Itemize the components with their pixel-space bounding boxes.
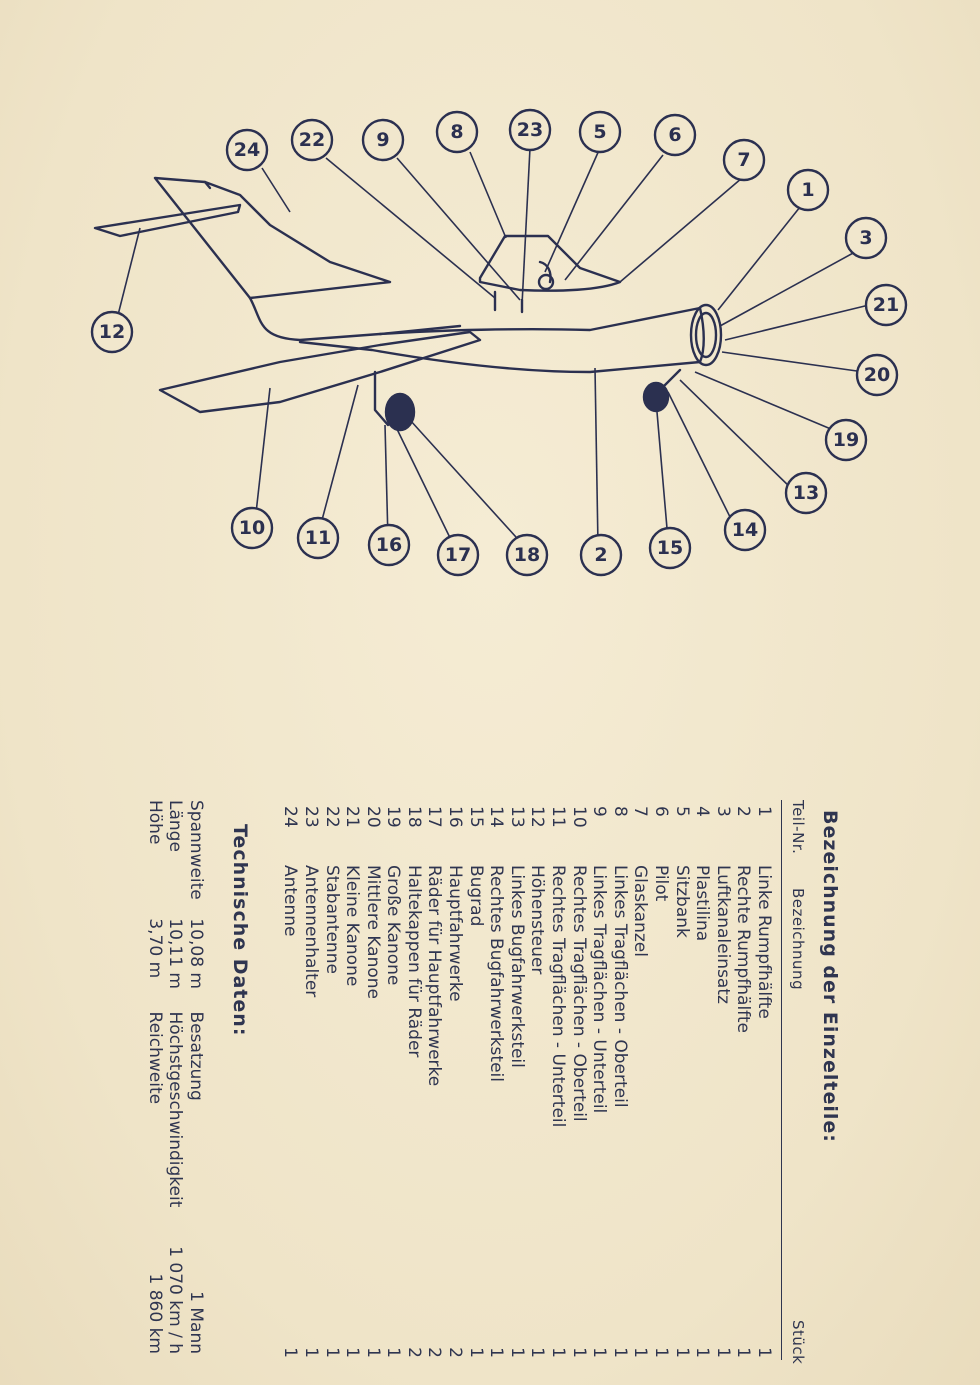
tech-row	[165, 800, 186, 1358]
callout-label: 14	[731, 519, 759, 541]
tech-value: 10,11 m	[165, 918, 186, 989]
part-number: 23	[300, 806, 321, 828]
parts-row	[712, 806, 733, 1358]
part-name: Pilot	[651, 864, 672, 902]
tech-value-2: 1 070 km / h	[165, 1246, 186, 1354]
part-quantity: 1	[506, 1347, 527, 1358]
part-number: 21	[342, 806, 363, 828]
part-name: Räder für Hauptfahrwerke	[424, 864, 445, 1087]
callout-label: 12	[98, 321, 126, 343]
technical-data-table	[144, 800, 206, 1358]
nose-gear	[665, 370, 680, 385]
part-number: 16	[445, 806, 466, 828]
part-number: 2	[733, 806, 754, 817]
tech-value-2: 1 Mann	[186, 1291, 206, 1354]
callout-label: 22	[298, 129, 326, 151]
col-header-qty: Stück	[789, 1320, 807, 1365]
parts-row	[692, 806, 713, 1358]
callout-label: 16	[375, 534, 403, 556]
technical-data-title: Technische Daten:	[229, 824, 251, 1037]
part-quantity: 1	[692, 1347, 713, 1358]
part-name: Sitzbank	[671, 864, 692, 938]
part-number: 24	[280, 806, 301, 828]
header-rule	[781, 800, 782, 1360]
callout-label: 6	[668, 124, 682, 146]
part-quantity: 2	[424, 1347, 445, 1358]
parts-list-title: Bezeichnung der Einzelteile:	[819, 810, 841, 1143]
part-quantity: 1	[651, 1347, 672, 1358]
part-name: Rechtes Tragflächen - Oberteil	[568, 864, 589, 1122]
callout-label: 21	[872, 294, 900, 316]
part-name: Stabantenne	[321, 864, 342, 974]
callout-label: 17	[444, 544, 472, 566]
parts-row	[486, 806, 507, 1358]
part-number: 3	[712, 806, 733, 817]
parts-row	[362, 806, 383, 1358]
tech-label-2: Höchstgeschwindigkeit	[165, 1011, 186, 1208]
part-name: Rechtes Tragflächen - Unterteil	[548, 864, 569, 1128]
callout-label: 5	[593, 121, 607, 143]
callout-label: 1	[801, 179, 815, 201]
tech-row	[185, 800, 206, 1358]
callout-label: 2	[594, 544, 608, 566]
tech-row	[144, 800, 165, 1358]
part-quantity: 1	[321, 1347, 342, 1358]
parts-sheet	[70, 800, 870, 1365]
parts-row	[424, 806, 445, 1358]
part-name: Luftkanaleinsatz	[712, 864, 733, 1004]
part-number: 9	[589, 806, 610, 817]
part-number: 19	[383, 806, 404, 828]
part-quantity: 2	[445, 1347, 466, 1358]
callout-label: 13	[792, 482, 820, 504]
parts-row	[342, 806, 363, 1358]
part-quantity: 1	[568, 1347, 589, 1358]
part-name: Mittlere Kanone	[362, 864, 383, 999]
part-number: 17	[424, 806, 445, 828]
tech-label: Spannweite	[186, 800, 206, 900]
part-name: Bugrad	[465, 864, 486, 927]
tech-value: 3,70 m	[144, 918, 165, 979]
part-name: Antenne	[280, 864, 301, 937]
part-name: Linke Rumpfhälfte	[754, 864, 774, 1019]
part-number: 12	[527, 806, 548, 828]
tail-fin	[155, 178, 390, 298]
fuselage	[250, 298, 704, 372]
col-header-name: Bezeichnung	[789, 888, 807, 991]
parts-row	[403, 806, 424, 1358]
tech-label-2: Besatzung	[186, 1011, 206, 1101]
part-name: Höhensteuer	[527, 864, 548, 975]
parts-row	[547, 806, 568, 1358]
tech-label: Höhe	[144, 800, 165, 845]
part-name: Plastilina	[692, 864, 713, 942]
part-name: Rechte Rumpfhälfte	[733, 864, 754, 1033]
part-number: 13	[506, 806, 527, 828]
callout-label: 15	[656, 537, 684, 559]
part-quantity: 1	[383, 1347, 404, 1358]
part-name: Linkes Bugfahrwerksteil	[506, 864, 527, 1068]
part-name: Linkes Tragflächen - Oberteil	[609, 864, 630, 1108]
part-number: 15	[465, 806, 486, 828]
callout-label: 10	[238, 517, 266, 539]
parts-row	[609, 806, 630, 1358]
part-quantity: 1	[589, 1347, 610, 1358]
part-quantity: 1	[671, 1347, 692, 1358]
part-number: 18	[403, 806, 424, 828]
callout-label: 23	[516, 119, 544, 141]
callout-label: 20	[863, 364, 891, 386]
tech-label: Länge	[165, 800, 186, 852]
parts-row	[465, 806, 486, 1358]
parts-row	[753, 806, 774, 1358]
parts-row	[650, 806, 671, 1358]
parts-row	[321, 806, 342, 1358]
part-quantity: 1	[733, 1347, 754, 1358]
part-quantity: 1	[548, 1347, 569, 1358]
callout-label: 3	[859, 227, 873, 249]
parts-row	[506, 806, 527, 1358]
parts-row	[445, 806, 466, 1358]
part-number: 6	[651, 806, 672, 817]
parts-row	[383, 806, 404, 1358]
parts-row	[630, 806, 651, 1358]
parts-row	[589, 806, 610, 1358]
nose-wheel	[644, 383, 668, 411]
part-number: 8	[609, 806, 630, 817]
callout-label: 8	[450, 121, 464, 143]
part-number: 11	[548, 806, 569, 828]
callout-label: 24	[233, 139, 261, 161]
tech-label-2: Reichweite	[144, 1011, 165, 1105]
col-header-nr: Teil-Nr.	[789, 800, 807, 855]
part-quantity: 2	[403, 1347, 424, 1358]
part-number: 1	[754, 806, 774, 817]
part-quantity: 1	[527, 1347, 548, 1358]
tech-value-2: 1 860 km	[144, 1273, 165, 1354]
part-name: Linkes Tragflächen - Unterteil	[589, 864, 610, 1114]
part-number: 14	[486, 806, 507, 828]
main-wheel	[386, 394, 414, 430]
part-name: Rechtes Bugfahrwerksteil	[486, 864, 507, 1082]
part-name: Kleine Kanone	[342, 864, 363, 987]
part-quantity: 1	[300, 1347, 321, 1358]
part-quantity: 1	[609, 1347, 630, 1358]
part-name: Glaskanzel	[630, 864, 651, 957]
parts-row	[527, 806, 548, 1358]
part-number: 5	[671, 806, 692, 817]
callout-label: 7	[737, 149, 751, 171]
part-number: 20	[362, 806, 383, 828]
part-number: 22	[321, 806, 342, 828]
part-quantity: 1	[280, 1347, 301, 1358]
part-quantity: 1	[630, 1347, 651, 1358]
part-quantity: 1	[712, 1347, 733, 1358]
callout-label: 11	[304, 527, 332, 549]
tech-value: 10,08 m	[186, 918, 206, 989]
part-name: Haltekappen für Räder	[403, 864, 424, 1058]
part-number: 4	[692, 806, 713, 817]
parts-row	[300, 806, 321, 1358]
part-quantity: 1	[342, 1347, 363, 1358]
callout-label: 19	[832, 429, 860, 451]
part-number: 7	[630, 806, 651, 817]
horizontal-stabilizer	[95, 205, 240, 236]
part-quantity: 1	[754, 1347, 774, 1358]
part-name: Antennenhalter	[300, 864, 321, 998]
callout-label: 18	[513, 544, 541, 566]
part-name: Hauptfahrwerke	[445, 864, 466, 1002]
part-quantity: 1	[362, 1347, 383, 1358]
parts-table	[280, 806, 774, 1358]
part-name: Große Kanone	[383, 864, 404, 986]
parts-row	[671, 806, 692, 1358]
part-quantity: 1	[465, 1347, 486, 1358]
parts-row	[733, 806, 754, 1358]
part-quantity: 1	[486, 1347, 507, 1358]
parts-row	[280, 806, 301, 1358]
parts-row	[568, 806, 589, 1358]
callout-label: 9	[376, 129, 390, 151]
part-number: 10	[568, 806, 589, 828]
